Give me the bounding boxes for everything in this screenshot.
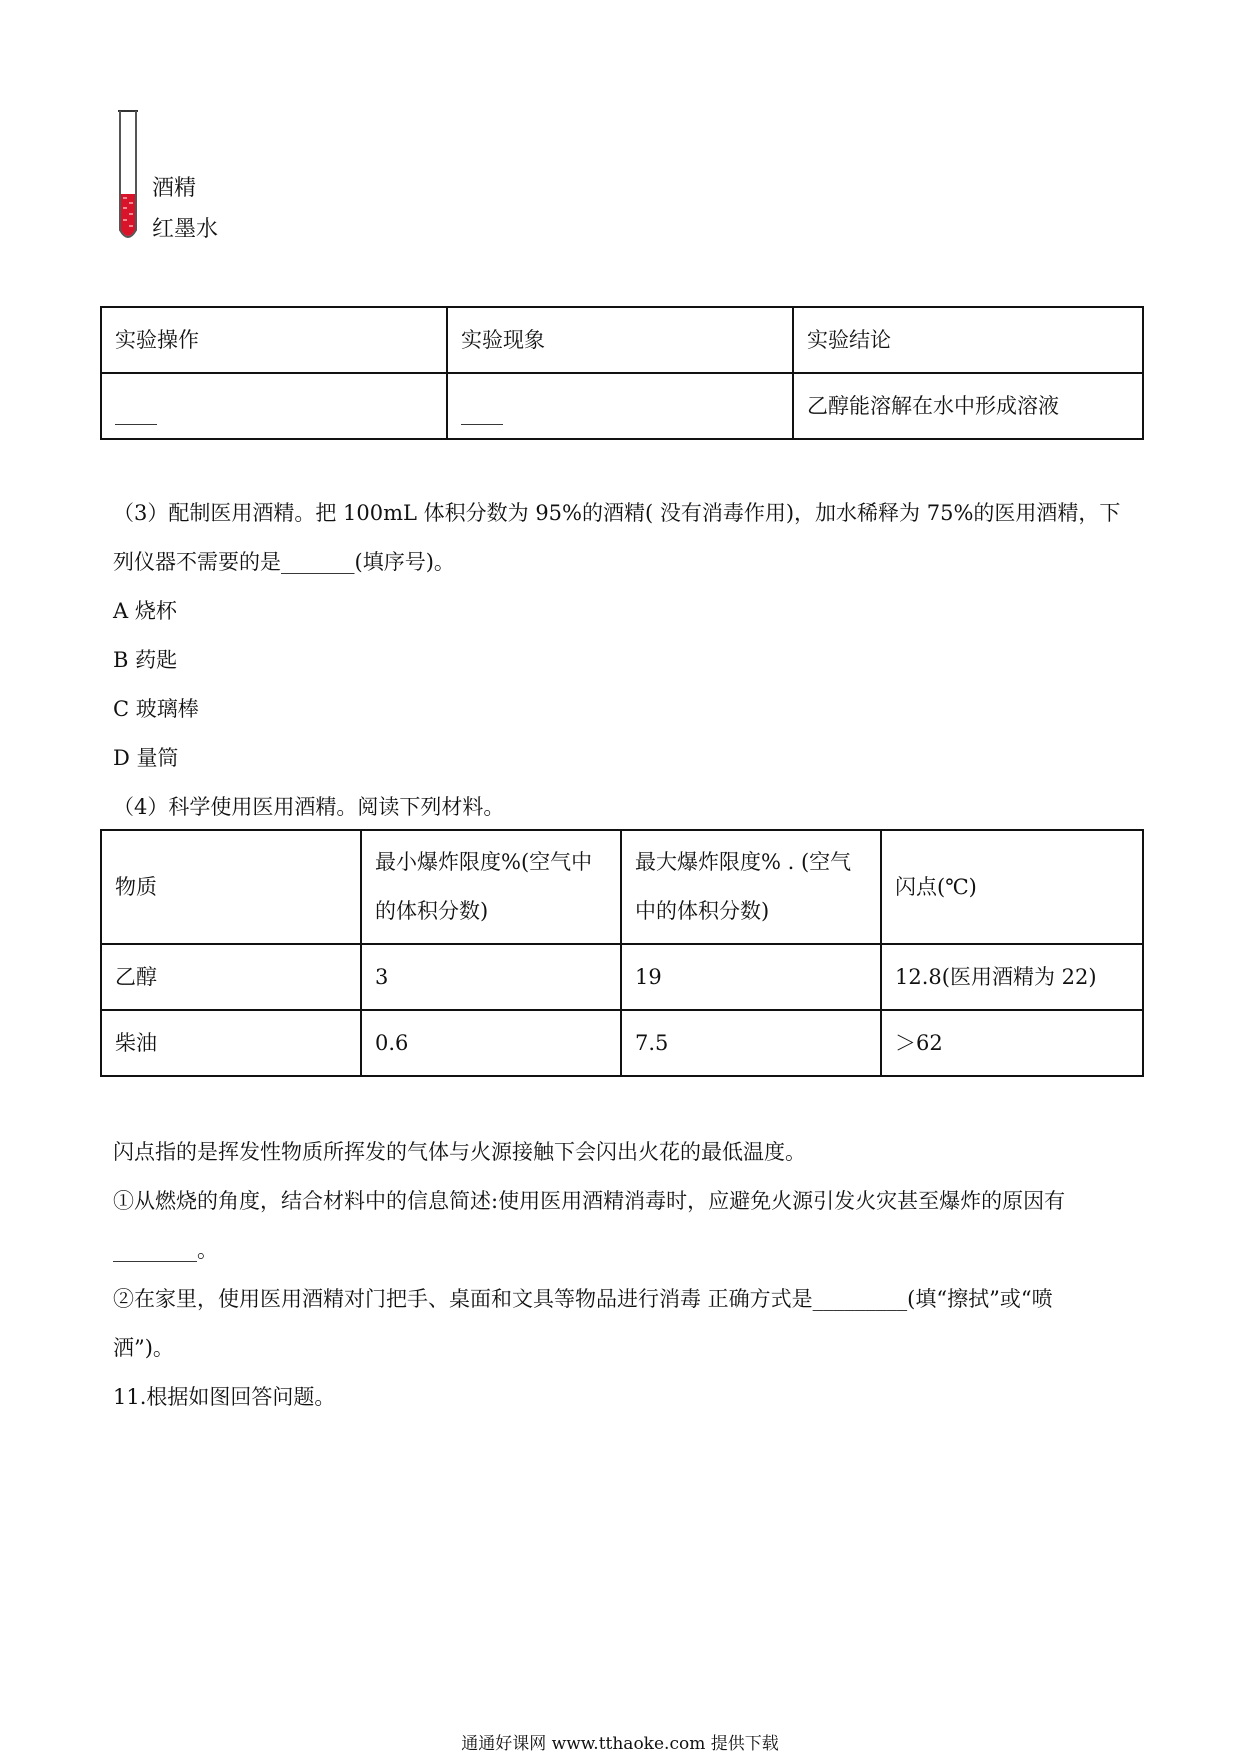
test-tube-icon [116,108,146,248]
option-a: A 烧杯 [113,599,177,623]
header-flash-point: 闪点(℃) [881,830,1143,944]
cell-diesel-min: 0.6 [361,1010,621,1076]
q4-intro: （4）科学使用医用酒精。阅读下列材料。 [113,795,505,819]
q3-line-2: 列仪器不需要的是_______(填序号)。 [113,550,455,574]
experiment-table [100,306,1144,440]
cell-conclusion: 乙醇能溶解在水中形成溶液 [793,373,1143,439]
header-max-limit: 最大爆炸限度% . (空气 中的体积分数) [621,830,881,944]
label-alcohol: 酒精 [152,176,197,201]
cell-operation-blank: ____ [101,373,447,439]
label-red-ink: 红墨水 [152,217,219,242]
cell-ethanol-max: 19 [621,944,881,1010]
cell-ethanol: 乙醇 [101,944,361,1010]
option-c: C 玻璃棒 [113,697,199,721]
cell-diesel: 柴油 [101,1010,361,1076]
question-11: 11.根据如图回答问题。 [113,1385,336,1409]
q4-sub2-line-2: 洒”)。 [113,1336,174,1360]
q3-line-1: （3）配制医用酒精。把 100mL 体积分数为 95%的酒精( 没有消毒作用)，加水稀释为 75%的医用酒精，下 [113,501,1121,525]
q4-sub2-line-1: ②在家里，使用医用酒精对门把手、桌面和文具等物品进行消毒 正确方式是_________(填“擦拭”或“喷 [113,1287,1053,1311]
cell-phenomenon-blank: ____ [447,373,793,439]
header-substance: 物质 [101,830,361,944]
test-tube-figure [116,108,256,248]
option-b: B 药匙 [113,648,178,672]
header-phenomenon: 实验现象 [447,307,793,373]
header-min-limit: 最小爆炸限度%(空气中 的体积分数) [361,830,621,944]
q4-sub1-line-2: ________。 [113,1238,218,1262]
flash-point-definition: 闪点指的是挥发性物质所挥发的气体与火源接触下会闪出火花的最低温度。 [113,1140,806,1164]
cell-diesel-flash: ＞62 [881,1010,1143,1076]
explosion-limits-table [100,829,1144,1077]
header-conclusion: 实验结论 [793,307,1143,373]
header-operation: 实验操作 [101,307,447,373]
option-d: D 量筒 [113,746,179,770]
cell-diesel-max: 7.5 [621,1010,881,1076]
cell-ethanol-flash: 12.8(医用酒精为 22) [881,944,1143,1010]
q4-sub1-line-1: ①从燃烧的角度，结合材料中的信息简述:使用医用酒精消毒时，应避免火源引发火灾甚至爆炸的原因有 [113,1189,1066,1213]
cell-ethanol-min: 3 [361,944,621,1010]
page-footer: 通通好课网 www.tthaoke.com 提供下载 [461,1734,779,1754]
